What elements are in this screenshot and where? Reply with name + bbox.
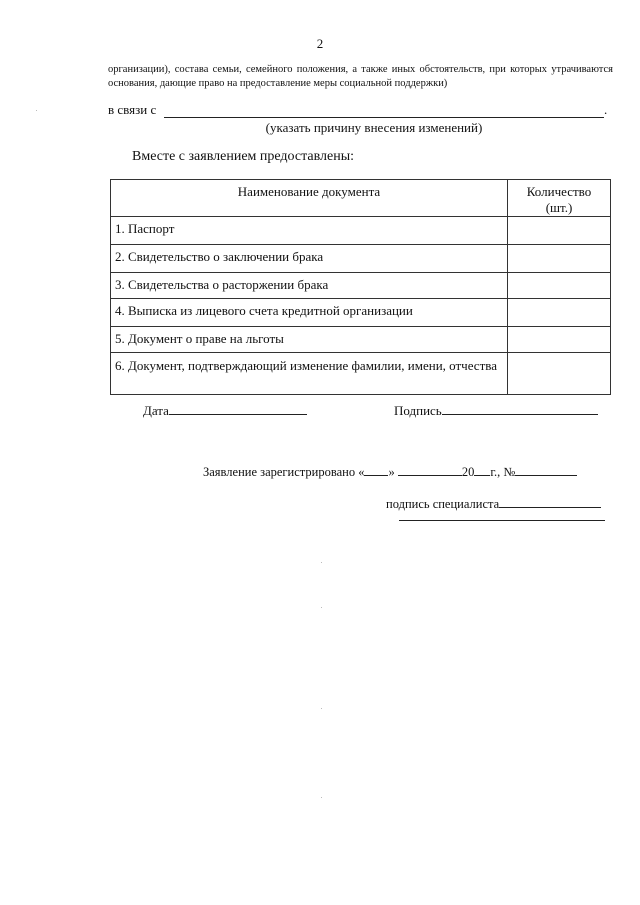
scan-speck — [321, 797, 322, 798]
registration-year-suffix: г., № — [490, 465, 516, 479]
specialist-signature-line-2[interactable] — [399, 520, 605, 521]
document-name: 6. Документ, подтверждающий изменение фамилии, имени, отчества — [111, 353, 508, 395]
intro-text: организации), состава семьи, семейного положения, а также иных обстоятельств, при которых утрачиваются основания, дающие право на предоставление меры социальной поддержки) — [108, 64, 613, 89]
table-row — [111, 327, 611, 353]
registration-year-prefix: 20 — [461, 465, 475, 479]
table-row — [111, 217, 611, 245]
table-row — [111, 273, 611, 299]
page-number: 2 — [316, 36, 324, 51]
col-qty-header: Количество (шт.) — [508, 180, 611, 217]
registration-label: Заявление зарегистрировано « — [203, 465, 365, 479]
document-qty-cell[interactable] — [508, 299, 611, 327]
reason-end-dot: . — [604, 102, 608, 117]
table-row — [111, 299, 611, 327]
signature-input-line[interactable] — [442, 402, 598, 415]
documents-table — [110, 179, 611, 395]
registration-line — [203, 463, 577, 480]
date-label: Дата — [143, 403, 169, 418]
scan-speck — [36, 110, 37, 111]
date-field — [143, 402, 307, 419]
document-name: 1. Паспорт — [111, 217, 508, 245]
document-name: 2. Свидетельство о заключении брака — [111, 245, 508, 273]
date-input-line[interactable] — [169, 402, 307, 415]
scan-speck — [321, 708, 322, 709]
document-name: 5. Документ о праве на льготы — [111, 327, 508, 353]
specialist-signature-label: подпись специалиста — [386, 497, 500, 511]
scan-speck — [321, 562, 322, 563]
registration-number-line[interactable] — [515, 463, 577, 476]
attached-heading: Вместе с заявлением предоставлены: — [132, 149, 355, 164]
registration-month-line[interactable] — [398, 463, 462, 476]
document-qty-cell[interactable] — [508, 217, 611, 245]
document-qty-cell[interactable] — [508, 353, 611, 395]
signature-field — [394, 402, 598, 419]
table-row — [111, 245, 611, 273]
document-qty-cell[interactable] — [508, 245, 611, 273]
col-name-header: Наименование документа — [111, 180, 508, 217]
document-qty-cell[interactable] — [508, 327, 611, 353]
table-row — [111, 353, 611, 395]
registration-day-line[interactable] — [364, 463, 388, 476]
reason-hint: (указать причину внесения изменений) — [265, 120, 483, 135]
specialist-signature — [386, 495, 601, 512]
registration-year-line[interactable] — [474, 463, 490, 476]
document-qty-cell[interactable] — [508, 273, 611, 299]
document-name: 4. Выписка из лицевого счета кредитной организации — [111, 299, 508, 327]
signature-label: Подпись — [394, 403, 442, 418]
table-header-row — [111, 180, 611, 217]
registration-quote-close: » — [388, 465, 395, 479]
specialist-signature-line[interactable] — [499, 495, 601, 508]
reason-input-line[interactable] — [164, 117, 604, 118]
scan-speck — [321, 607, 322, 608]
reason-label: в связи с — [108, 102, 157, 117]
document-name: 3. Свидетельства о расторжении брака — [111, 273, 508, 299]
